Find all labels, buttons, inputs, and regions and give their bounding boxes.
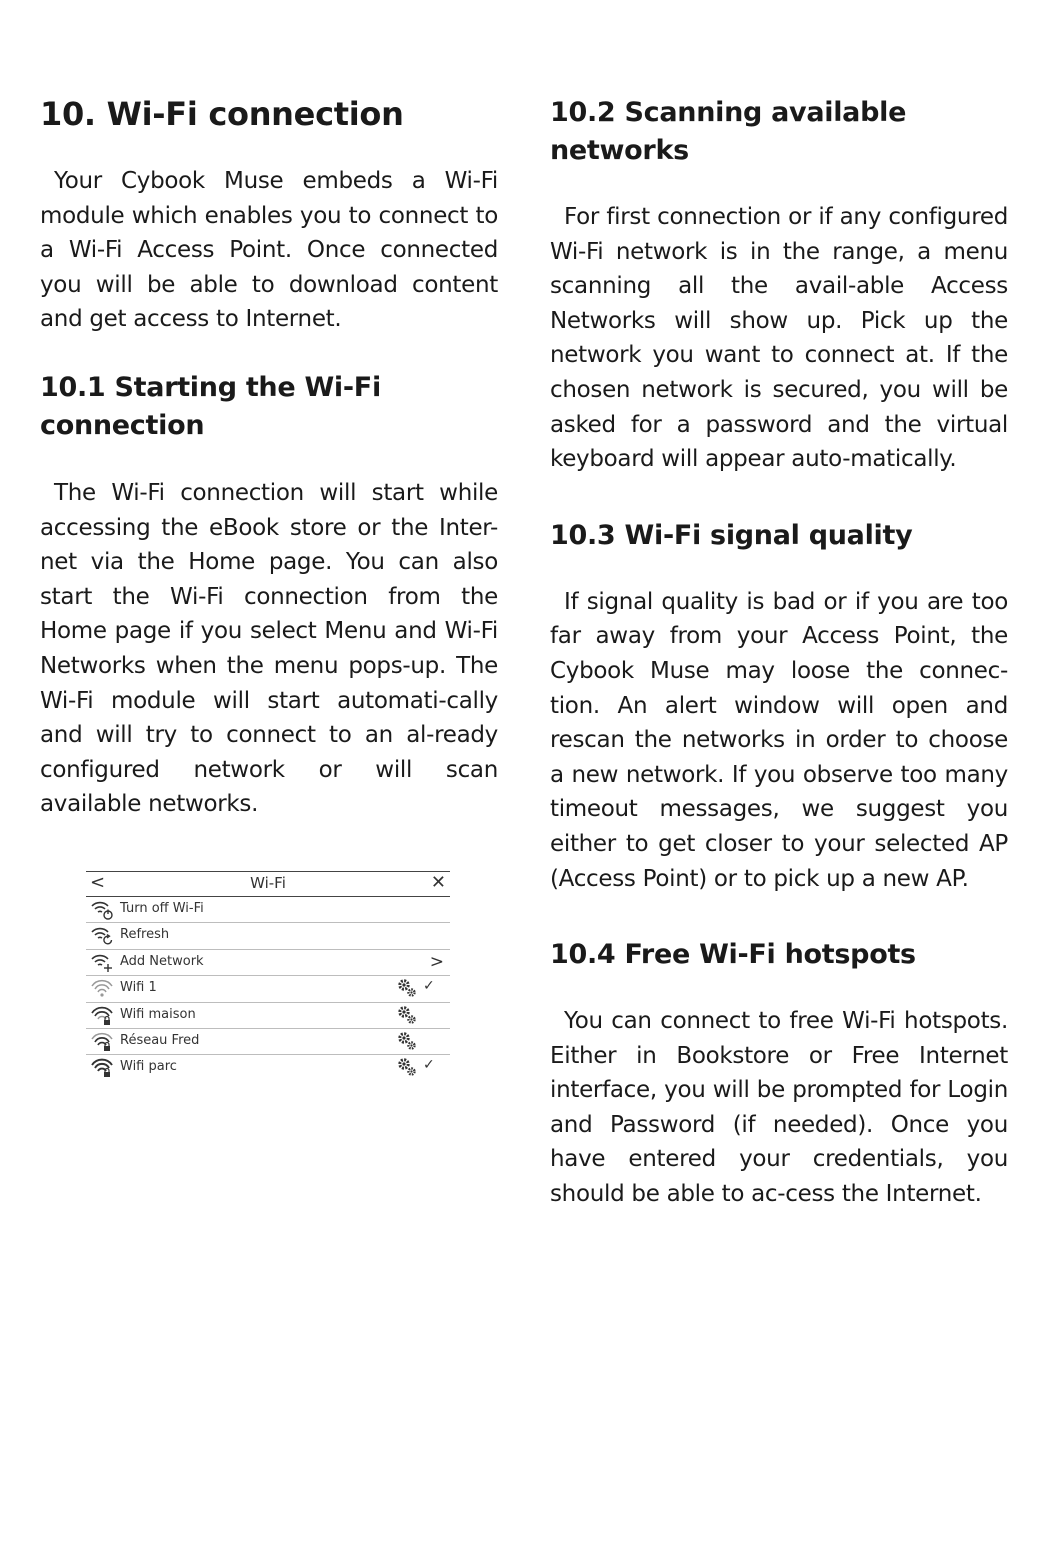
wifi-action-label: Turn off Wi-Fi xyxy=(120,901,204,916)
right-column xyxy=(550,94,1008,1212)
wifi-network-label: Wifi parc xyxy=(120,1059,177,1075)
section-2-body: For first connection or if any configured Wi-Fi network is in the range, a menu scanning all the avail-able Access Networks will show up. Pick up the network you want to connect at. If the chosen network is secured, you will be asked for a password and the virtual keyboard will appear auto-matically. xyxy=(550,204,1008,473)
wifi-action-label: Refresh xyxy=(120,927,170,943)
wifi-action-refresh[interactable] xyxy=(86,923,450,949)
section-4-title: 10.4 Free Wi-Fi hotspots xyxy=(550,939,916,971)
wifi-network-row[interactable] xyxy=(86,1029,450,1055)
section-3-title: 10.3 Wi-Fi signal quality xyxy=(550,519,913,551)
wifi-screen xyxy=(86,871,450,1081)
wifi-network-label: Réseau Fred xyxy=(120,1032,200,1048)
wifi-network-label: Wifi 1 xyxy=(120,980,157,996)
intro-paragraph: Your Cybook Muse embeds a Wi-Fi module which enables you to connect to a Wi-Fi Access Point. Once connected you will be able to download content and get access to Internet. xyxy=(40,168,498,333)
back-chevron-icon[interactable]: < xyxy=(90,872,106,893)
wifi-network-row[interactable] xyxy=(86,1055,450,1080)
gear-icon[interactable] xyxy=(396,1004,418,1026)
gear-icon[interactable] xyxy=(396,1056,418,1078)
wifi-power-icon xyxy=(90,899,116,921)
section-1-body: The Wi-Fi connection will start while accessing the eBook store or the Inter-net via the Home page. You can also start the Wi-Fi connection from the Home page if you select Menu and Wi-Fi Networks when the menu pops-up. The Wi-Fi module will start automati-cally and will try to connect to an al-ready configured network or will scan available networks. xyxy=(40,479,498,818)
wifi-locked-icon xyxy=(90,1057,116,1079)
section-4-body: You can connect to free Wi-Fi hotspots. Either in Bookstore or Free Internet interface, you will be prompted for Login and Password (if needed). Once you have entered your credentials, you should be able to ac-cess the Internet. xyxy=(550,1008,1008,1208)
wifi-locked-icon xyxy=(90,1031,116,1053)
chevron-right-icon: > xyxy=(429,951,444,972)
wifi-network-label: Wifi maison xyxy=(120,1006,196,1022)
gear-icon[interactable] xyxy=(396,977,418,999)
wifi-add-icon xyxy=(90,952,116,974)
check-icon: ✓ xyxy=(423,978,435,995)
left-column xyxy=(40,94,498,822)
wifi-network-row[interactable] xyxy=(86,976,450,1002)
check-icon: ✓ xyxy=(423,1057,435,1074)
wifi-refresh-icon xyxy=(90,925,116,947)
wifi-action-turn-off[interactable] xyxy=(86,897,450,923)
section-3-body: If signal quality is bad or if you are too far away from your Access Point, the Cybook Muse may loose the connec-tion. An alert window will open and rescan the networks in order to choose a new network. If you observe too many timeout messages, we suggest you either to get closer to your selected AP (Access Point) or to pick up a new AP. xyxy=(550,588,1008,892)
section-2-title: 10.2 Scanning available networks xyxy=(550,97,907,166)
wifi-screen-header xyxy=(86,871,450,897)
wifi-action-add-network[interactable] xyxy=(86,950,450,976)
wifi-network-row[interactable] xyxy=(86,1003,450,1029)
wifi-screen-title: Wi-Fi xyxy=(250,874,286,892)
wifi-signal-icon xyxy=(90,978,116,1000)
wifi-locked-icon xyxy=(90,1005,116,1027)
gear-icon[interactable] xyxy=(396,1030,418,1052)
section-1-title: 10.1 Starting the Wi-Fi connection xyxy=(40,371,381,441)
close-icon[interactable]: ✕ xyxy=(430,872,446,893)
wifi-action-label: Add Network xyxy=(120,953,204,969)
chapter-title: 10. Wi-Fi connection xyxy=(40,95,404,133)
